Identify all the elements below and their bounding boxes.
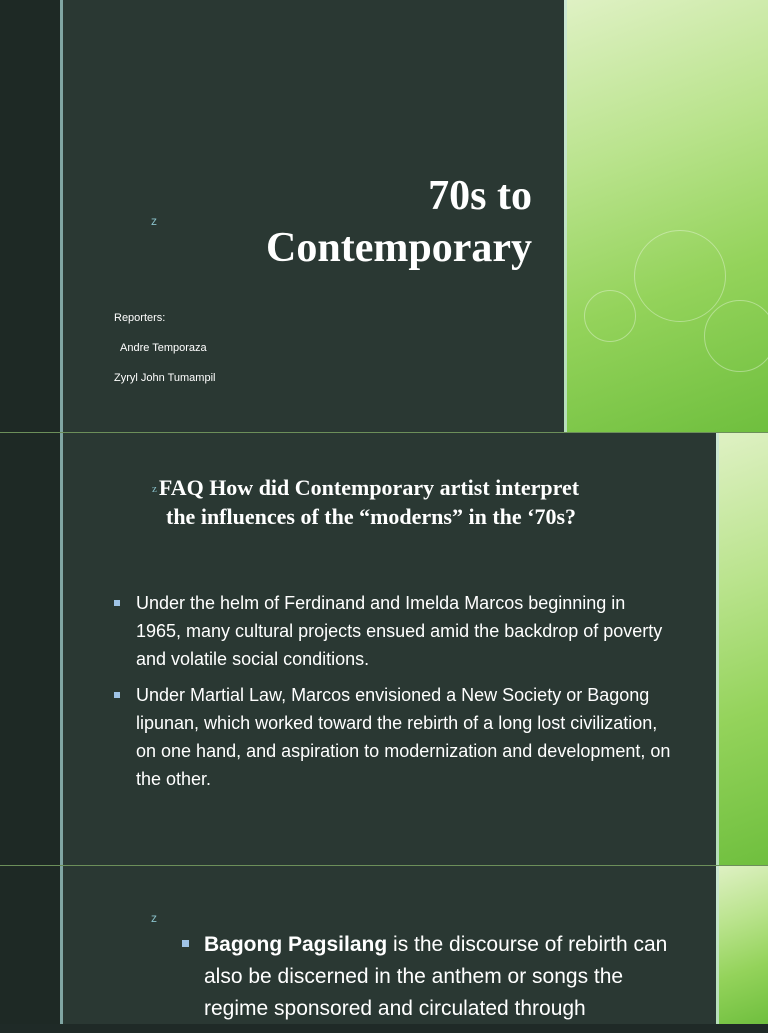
list-item — [182, 929, 682, 1025]
square-bullet-icon — [182, 940, 189, 947]
faq-line-1-text: FAQ How did Contemporary artist interpret — [158, 475, 580, 500]
bullet-list — [114, 589, 674, 801]
square-bullet-icon — [114, 600, 120, 606]
title-line-1: 70s to — [428, 173, 532, 219]
list-item — [114, 681, 674, 793]
bullet-text: is the discourse of rebirth can also be discerned in the anthem or songs the regime sponsored and circulated through — [204, 933, 668, 1020]
green-accent-panel — [564, 0, 768, 432]
list-item — [114, 589, 674, 673]
vertical-rule — [60, 433, 63, 865]
green-accent-panel — [716, 433, 768, 865]
faq-heading — [152, 474, 712, 531]
bold-term: Bagong Pagsilang — [204, 933, 388, 956]
bullet-text: Under Martial Law, Marcos envisioned a New Society or Bagong lipunan, which worked toward the rebirth of a long lost civilization, on one hand, and aspiration to modernization and development, on the other. — [136, 685, 671, 789]
bullet-list — [182, 929, 682, 1033]
bullet-text: Under the helm of Ferdinand and Imelda Marcos beginning in 1965, many cultural projects ensued amid the backdrop of poverty and volatile social conditions. — [136, 593, 663, 669]
z-mark: z — [152, 483, 157, 495]
reporter-name: Andre Temporaza — [120, 342, 207, 354]
square-bullet-icon — [114, 692, 120, 698]
z-mark: z — [151, 911, 157, 925]
slide-title — [112, 170, 532, 274]
decorative-circle — [704, 300, 768, 372]
vertical-rule — [60, 0, 63, 432]
decorative-circle — [584, 290, 636, 342]
title-line-2: Contemporary — [266, 225, 532, 271]
faq-line-1 — [152, 474, 712, 503]
vertical-rule — [60, 866, 63, 1024]
reporter-name: Zyryl John Tumampil — [114, 372, 216, 384]
decorative-circle — [634, 230, 726, 322]
faq-line-2: the influences of the “moderns” in the ‘70s? — [166, 504, 577, 529]
reporters-label: Reporters: — [114, 312, 166, 324]
green-accent-panel — [716, 866, 768, 1024]
z-mark: z — [151, 214, 157, 228]
